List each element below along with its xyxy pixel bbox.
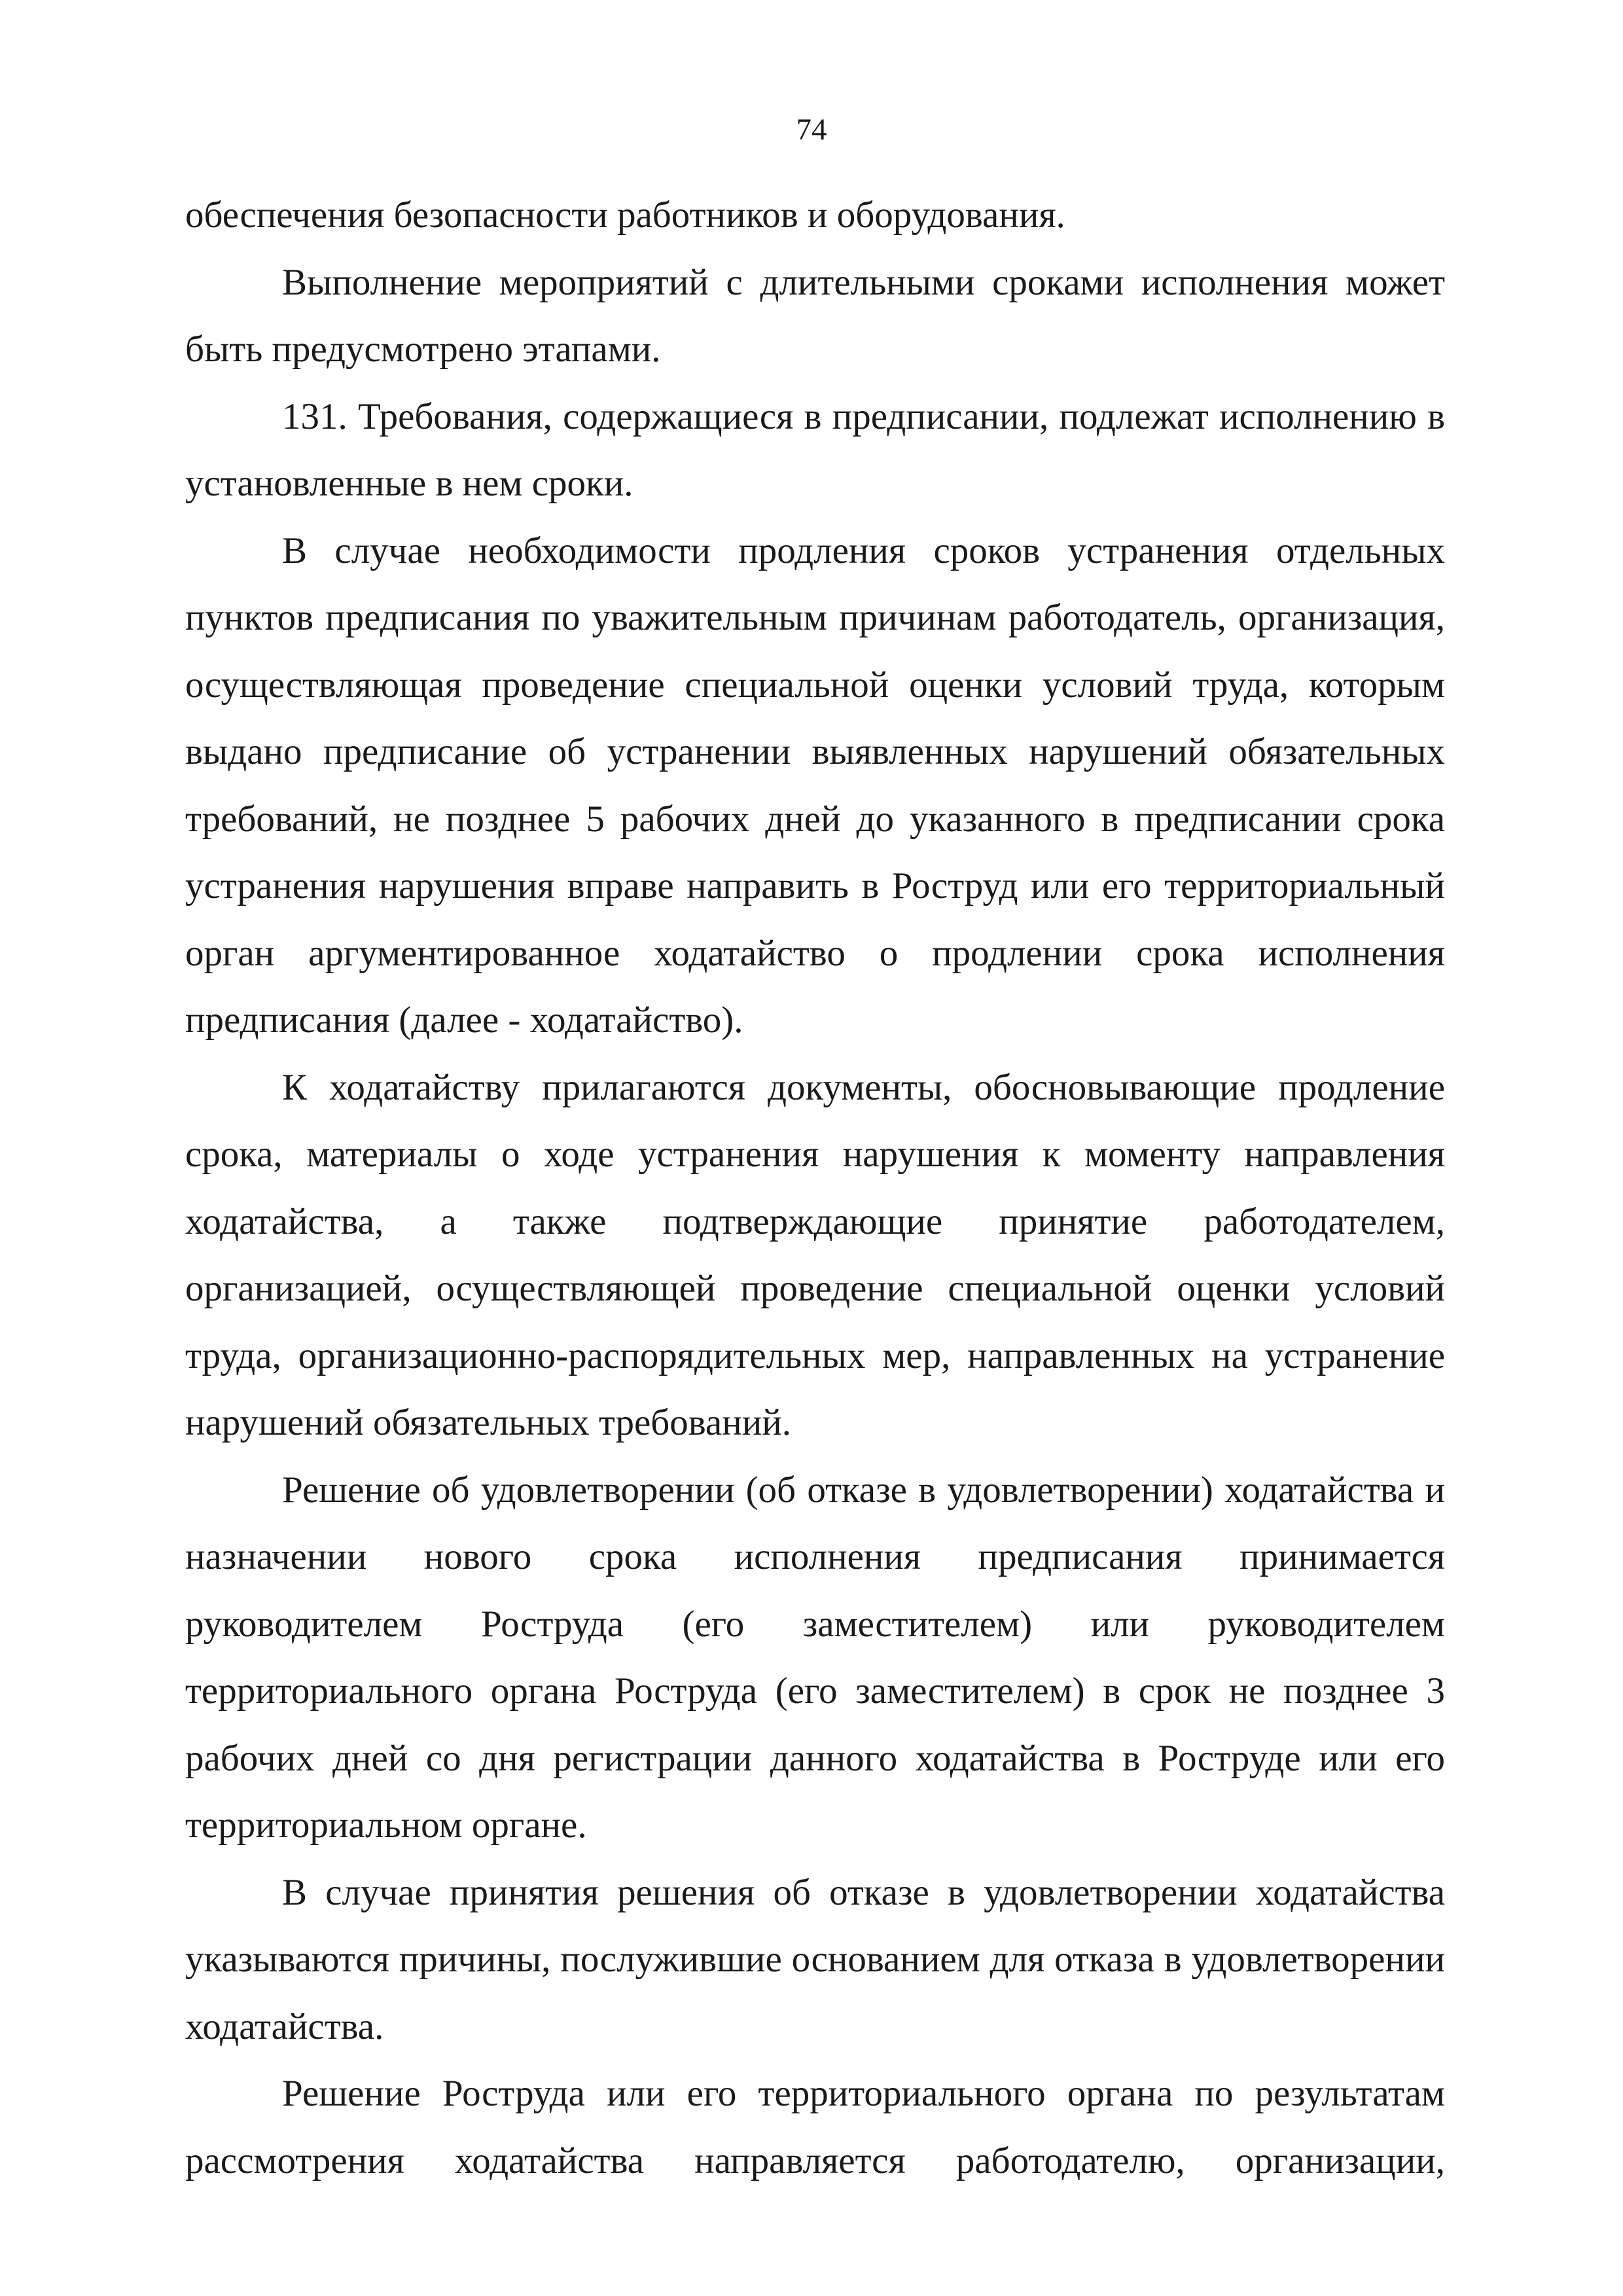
paragraph-staged-measures: Выполнение мероприятий с длительными сроками исполнения может быть предусмотрено этапами. — [185, 261, 1445, 370]
document-body — [185, 182, 1445, 2195]
paragraph-refusal-reasons: В случае принятия решения об отказе в удовлетворении ходатайства указываются причины, послужившие основанием для отказа в удовлетворении ходатайства. — [185, 1871, 1445, 2047]
paragraph-decision: Решение об удовлетворении (об отказе в удовлетворении) ходатайства и назначении нового срока исполнения предписания принимается руководителем Роструда (его заместителем) или руководителем территориального органа Роструда (его заместителем) в срок не позднее 3 рабочих дней со дня регистрации данного ходатайства в Роструде или его территориальном органе. — [185, 1469, 1445, 1846]
paragraph-decision-sent: Решение Роструда или его территориального органа по результатам рассмотрения ходатайства направляется работодателю, организации, — [185, 2073, 1445, 2181]
paragraph-extension-request: В случае необходимости продления сроков устранения отдельных пунктов предписания по уважительным причинам работодатель, организация, осуществляющая проведение специальной оценки условий труда, которым выдано предписание об устранении выявленных нарушений обязательных требований, не позднее 5 рабочих дней до указанного в предписании срока устранения нарушения вправе направить в Роструд или его территориальный орган аргументированное ходатайство о продлении срока исполнения предписания (далее - ходатайство). — [185, 529, 1445, 1041]
paragraph-attached-documents: К ходатайству прилагаются документы, обосновывающие продление срока, материалы о ходе устранения нарушения к моменту направления ходатайства, а также подтверждающие принятие работодателем, организацией, осуществляющей проведение специальной оценки условий труда, организационно-распорядительных мер, направленных на устранение нарушений обязательных требований. — [185, 1066, 1445, 1443]
paragraph-item-131: 131. Требования, содержащиеся в предписании, подлежат исполнению в установленные в нем сроки. — [185, 395, 1445, 504]
paragraph-continued: обеспечения безопасности работников и оборудования. — [185, 194, 1065, 236]
page-number: 74 — [796, 113, 827, 147]
